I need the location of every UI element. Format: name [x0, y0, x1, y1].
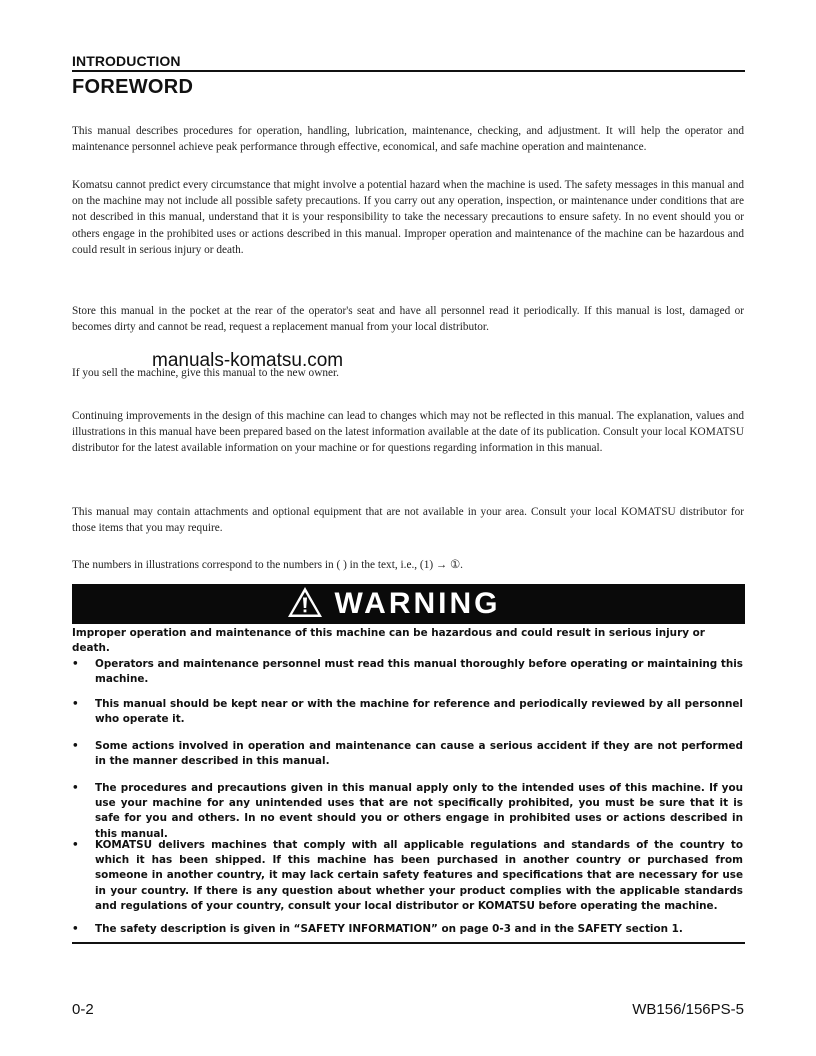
- paragraph-resale: If you sell the machine, give this manual to the new owner.: [72, 367, 339, 379]
- paragraph-attachments: This manual may contain attachments and optional equipment that are not available in your area. Consult your local KOMATSU distributor for those items that you may require.: [72, 506, 744, 535]
- bullet-mark: •: [72, 782, 79, 794]
- paragraph-storage: Store this manual in the pocket at the rear of the operator's seat and have all personnel read it periodically. If this manual is lost, damaged or becomes dirty and cannot be read, request a replacement manual from your local distributor.: [72, 305, 744, 334]
- warning-triangle-icon: [287, 586, 323, 623]
- warning-lead: Improper operation and maintenance of this machine can be hazardous and could result in serious injury or death.: [72, 627, 705, 654]
- bullet-text: This manual should be kept near or with the machine for reference and periodically reviewed by all personnel who operate it.: [95, 698, 743, 726]
- bullet-mark: •: [72, 740, 79, 752]
- page-number: 0-2: [72, 1001, 94, 1018]
- paragraph-numbering: The numbers in illustrations correspond to the numbers in ( ) in the text, i.e., (1) → ①.: [72, 559, 464, 571]
- warning-banner: [72, 584, 745, 624]
- bullet-text: Operators and maintenance personnel must read this manual thoroughly before operating or maintaining this machine.: [95, 658, 743, 686]
- top-rule: [72, 70, 745, 72]
- bullet-mark: •: [72, 839, 79, 851]
- bullet-text: Some actions involved in operation and maintenance can cause a serious accident if they are not performed in the manner described in this manual.: [95, 740, 743, 768]
- watermark: manuals-komatsu.com: [152, 350, 344, 371]
- model-number: WB156/156PS-5: [632, 1001, 744, 1018]
- bullet-text: KOMATSU delivers machines that comply with all applicable regulations and standards of the country to which it has been shipped. If this machine has been purchased in another country or purchased from someone in another country, it may lack certain safety features and specifications that are necessary for use in your country. If there is any question about whether your product complies with the applicable standards and regulations of your country, consult your local distributor or KOMATSU before operating the machine.: [95, 839, 743, 912]
- bullet-text: The procedures and precautions given in this manual apply only to the intended uses of this machine. If you use your machine for any unintended uses that are not specifically prohibited, you must be sure that it is safe for you and others. In no event should you or others engage in prohibited uses or actions described in this manual.: [95, 782, 743, 840]
- section-label: INTRODUCTION: [72, 53, 181, 69]
- paragraph-improvements: Continuing improvements in the design of this machine can lead to changes which may not be reflected in this manual. The explanation, values and illustrations in this manual have been prepared based on the latest information available at the date of its publication. Consult your local KOMATSU distributor for the latest available information on your machine or for questions regarding information in this manual.: [72, 410, 744, 455]
- bullet-text: The safety description is given in “SAFETY INFORMATION” on page 0-3 and in the SAFETY section 1.: [95, 923, 683, 935]
- paragraph-purpose: This manual describes procedures for operation, handling, lubrication, maintenance, checking, and adjustment. It will help the operator and maintenance personnel achieve peak performance through effective, economical, and safe machine operation and maintenance.: [72, 125, 744, 154]
- bullet-mark: •: [72, 658, 79, 670]
- warning-label: WARNING: [334, 587, 501, 620]
- bottom-rule: [72, 942, 745, 944]
- bullet-mark: •: [72, 698, 79, 710]
- page-title: FOREWORD: [72, 76, 194, 98]
- paragraph-hazard: Komatsu cannot predict every circumstance that might involve a potential hazard when the machine is used. The safety messages in this manual and on the machine may not include all possible safety precautions. If you carry out any operation, inspection, or maintenance under conditions that are not described in this manual, understand that it is your responsibility to take the necessary precautions to ensure safety. In no event should you or others engage in the prohibited uses or actions described in this manual. Improper operation and maintenance of the machine can be hazardous and could result in serious injury or death.: [72, 179, 744, 256]
- bullet-mark: •: [72, 923, 79, 935]
